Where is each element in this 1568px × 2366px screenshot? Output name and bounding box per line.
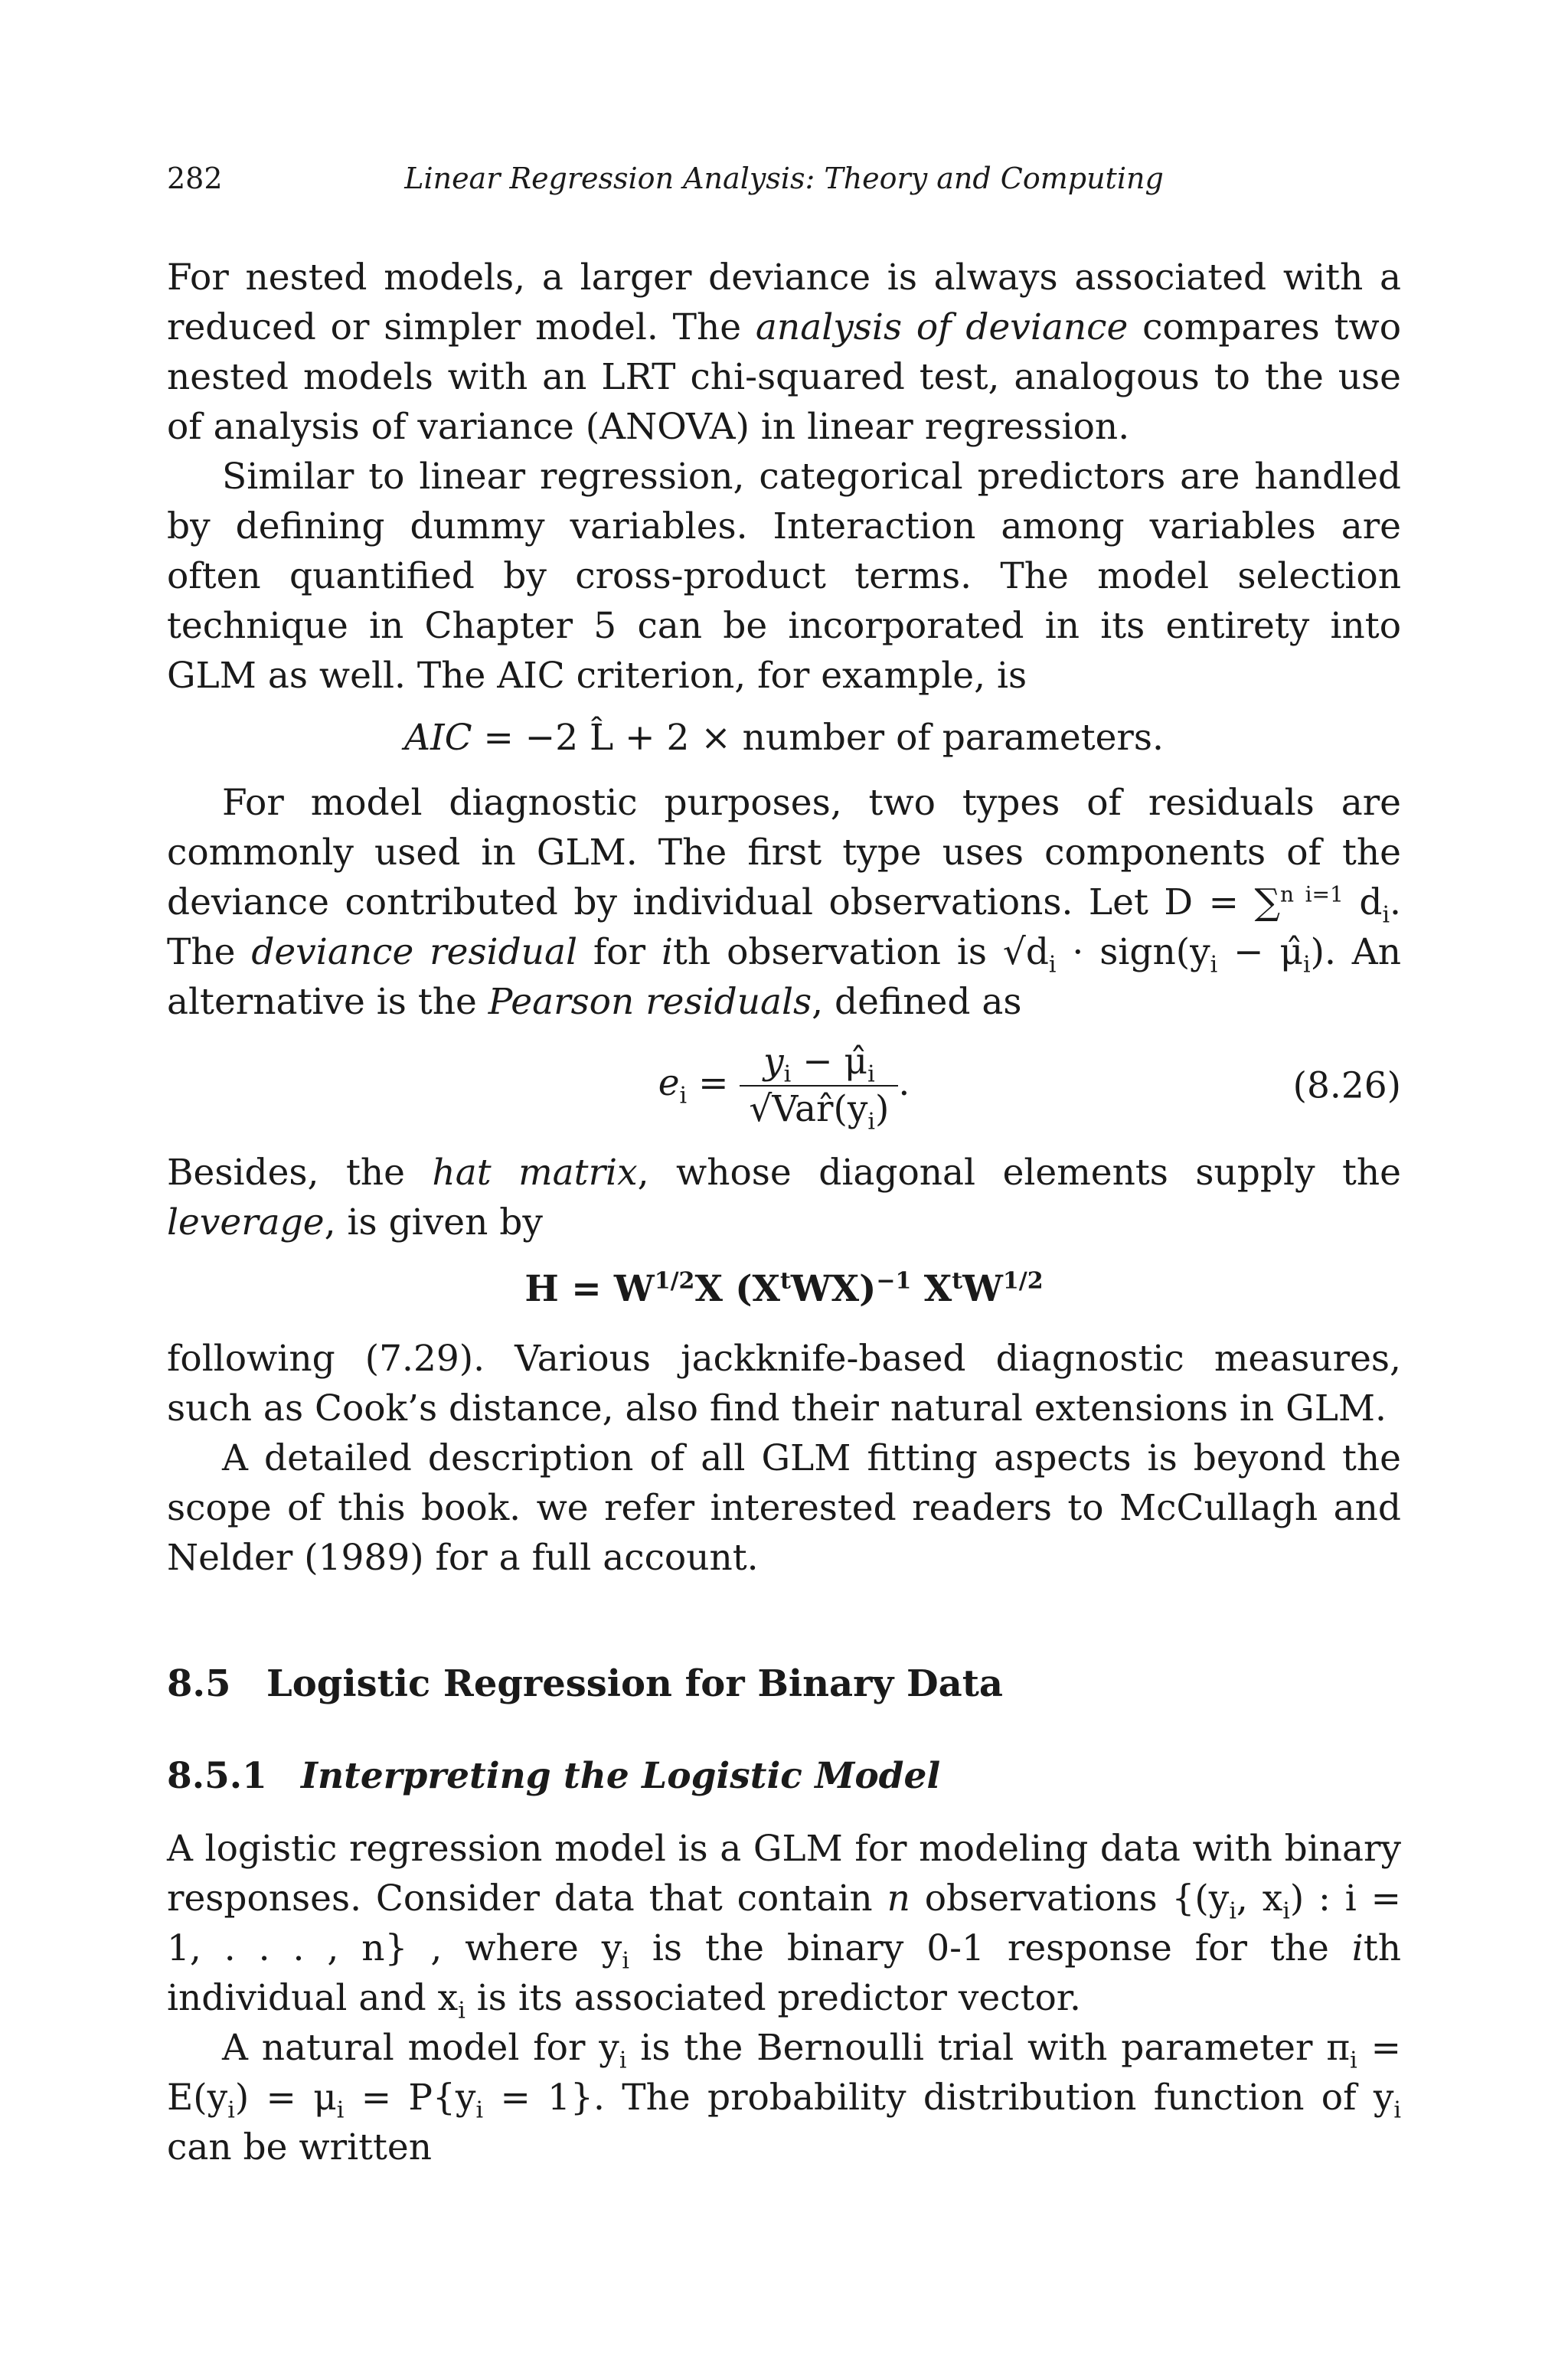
subsection-heading: 8.5.1 Interpreting the Logistic Model xyxy=(167,1755,941,1797)
paragraph-categorical-predictors: Similar to linear regression, categorical predictors are handled by defining dummy variables. Interaction among variables are often quantified by cross-product terms. The model selection technique in Chapter 5 can be incorporated in its entirety into GLM as well. The AIC criterion, for example, is xyxy=(167,456,1401,697)
running-title: Linear Regression Analysis: Theory and Computing xyxy=(404,162,1164,195)
page-number: 282 xyxy=(167,162,223,195)
paragraph-glm-scope: A detailed description of all GLM fitting aspects is beyond the scope of this book. we refer interested readers to McCullagh and Nelder (1989) for a full account. xyxy=(167,1437,1401,1579)
pearson-residual-equation: $e_i$ = $\frac{y_i - \mû_i}{√Var̂(y_i)}$ . (8.26) xyxy=(658,1041,1401,1136)
aic-equation: AIC = −2 L̂ + 2 × number of parameters. xyxy=(404,717,1164,759)
running-header xyxy=(167,157,1401,200)
paragraph-nested-models: For nested models, a larger deviance is always associated with a reduced or simpler model. The analysis of deviance compares two nested models with an LRT chi-squared test, analogous to the use of analysis of variance (ANOVA) in linear regression. xyxy=(167,257,1401,448)
paragraph-jackknife: following (7.29). Various jackknife-based diagnostic measures, such as Cook’s distance, also find their natural extensions in GLM. xyxy=(167,1338,1401,1430)
equation-number: (8.26) xyxy=(1292,1064,1401,1107)
paragraph-logistic-intro: A logistic regression model is a GLM for modeling data with binary responses. Consider data that contain n observations {($y_i$, $x_i$) : i = 1, . . . , n} , where $y_i$ is the binary 0-1 response for the ith individual and $x_i$ is its associated predictor vector. xyxy=(167,1828,1401,2024)
paragraph-residuals: For model diagnostic purposes, two types of residuals are commonly used in GLM. The first type uses components of the deviance contributed by individual observations. Let D = ∑$^{n i=1}$ $d_i$. The deviance residual for ith observation is $√d_i$ · $sign(y_i$ − $\mû_i$). An alternative is the Pearson residuals, defined as xyxy=(167,782,1401,1023)
paragraph-bernoulli: A natural model for $y_i$ is the Bernoulli trial with parameter $\pi_i = E(y_i) = \mu_i = P\{y_i = 1\}$. The probability distribution function of $y_i$ can be written xyxy=(167,2027,1401,2168)
paragraph-hat-matrix: Besides, the hat matrix, whose diagonal elements supply the leverage, is given by xyxy=(167,1152,1401,1243)
pearson-fraction: $\frac{y_i - \mû_i}{√Var̂(y_i)}$ xyxy=(740,1039,898,1132)
body-text xyxy=(167,253,1401,2172)
hat-matrix-equation: $H = W^{1/2}X$ $(X^tWX)^{-1}$ $X^tW^{1/2}$ xyxy=(524,1267,1044,1310)
section-heading: 8.5 Logistic Regression for Binary Data xyxy=(167,1662,1004,1705)
